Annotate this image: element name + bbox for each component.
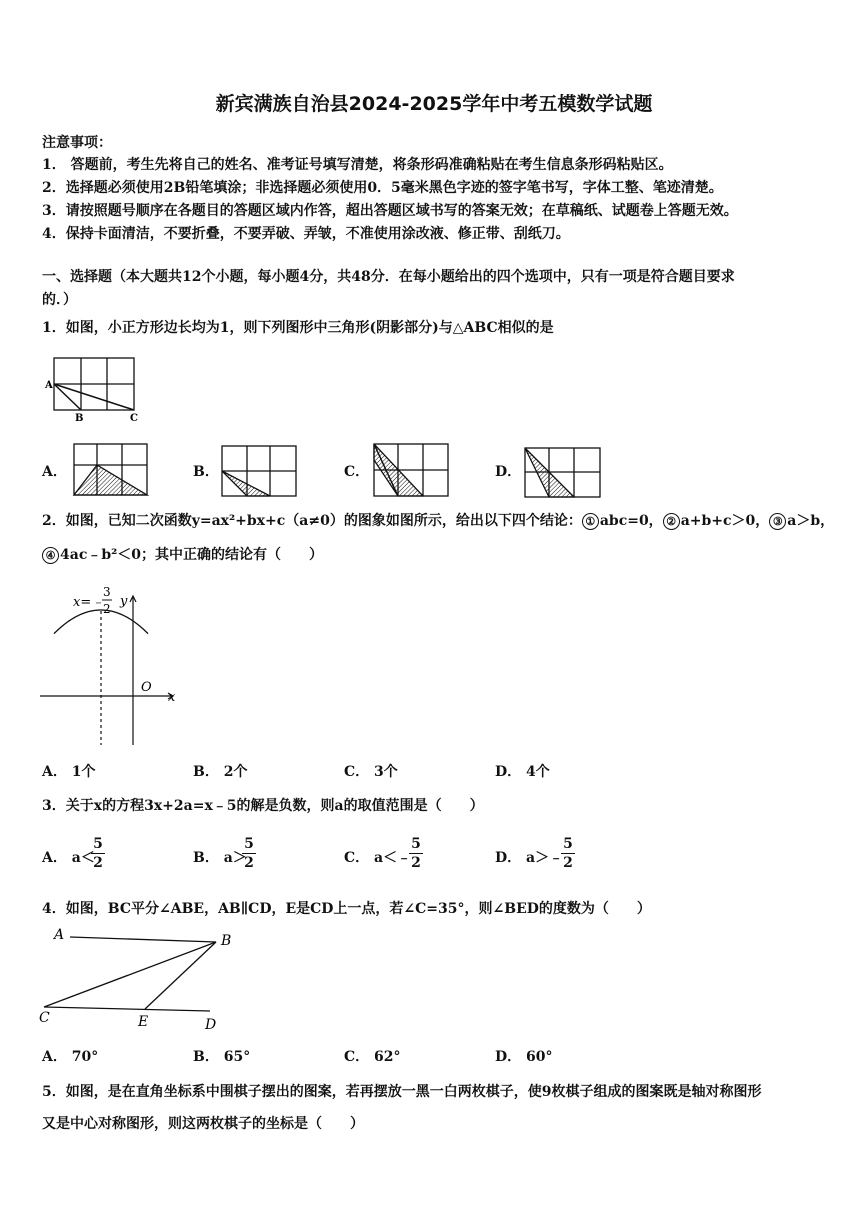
q3-option-a-label: A．	[42, 850, 67, 866]
q3-d-den: 2	[563, 855, 573, 871]
q3-a-den: 2	[93, 855, 103, 871]
q2-parabola-graph	[40, 583, 190, 748]
q2-y-label: y	[120, 594, 128, 609]
notice-item-2: 2．选择题必须使用2B铅笔填涂；非选择题必须使用0．5毫米黑色字迹的签字笔书写，字体工整、笔迹清楚。	[42, 180, 723, 196]
q2-option-c-text: 3个	[374, 764, 398, 780]
q1-option-c-label[interactable]: C．	[344, 464, 370, 480]
q4-option-a-text: 70°	[71, 1049, 99, 1065]
q2-line1	[42, 512, 834, 530]
q2-option-a[interactable]	[42, 763, 96, 781]
q3-option-c[interactable]	[344, 849, 411, 867]
q3-b-den: 2	[244, 855, 254, 871]
q1-option-d-figure[interactable]	[521, 444, 603, 500]
q3-option-b-label: B．	[193, 850, 219, 866]
q3-c-den: 2	[411, 855, 421, 871]
q3-option-b-text: a＞	[223, 850, 247, 866]
q4-option-b-text: 65°	[223, 1049, 251, 1065]
q4-option-c-text: 62°	[374, 1049, 401, 1065]
q2-axis-eq: x=﹣	[73, 595, 105, 610]
q3-d-num: 5	[563, 836, 573, 852]
q4-figure	[38, 925, 238, 1035]
q2-option-a-text: 1个	[71, 764, 96, 780]
q2-conclusion-4: 4ac﹣b²＜0；其中正确的结论有（ ）	[60, 547, 323, 563]
q1-option-b-label[interactable]: B．	[193, 464, 219, 480]
q5-line2: 又是中心对称图形，则这两枚棋子的坐标是（ ）	[42, 1116, 364, 1132]
q2-origin-label: O	[141, 680, 152, 695]
q2-conclusion-2: a+b+c＞0，	[680, 513, 770, 529]
q3-option-b-fraction	[242, 836, 256, 871]
q2-axis-num: 3	[103, 585, 111, 599]
q2-option-d[interactable]	[495, 763, 550, 781]
q4-option-c-label: C．	[344, 1049, 370, 1065]
q4-option-b-label: B．	[193, 1049, 219, 1065]
q1-option-d-label[interactable]: D．	[495, 464, 522, 480]
q2-circle-3: ③	[769, 513, 786, 530]
q4-option-a[interactable]	[42, 1048, 98, 1066]
q4-option-b[interactable]	[193, 1048, 250, 1066]
q4-label-d: D	[205, 1017, 217, 1033]
q4-label-e: E	[138, 1014, 149, 1030]
q3-option-d-fraction	[561, 836, 575, 871]
notice-item-3: 3．请按照题号顺序在各题目的答题区域内作答，超出答题区域书写的答案无效；在草稿纸、试题卷上答题无效。	[42, 203, 738, 219]
notice-item-4: 4．保持卡面清洁，不要折叠，不要弄破、弄皱，不准使用涂改液、修正带、刮纸刀。	[42, 226, 570, 242]
q2-conclusion-1: abc=0，	[599, 513, 663, 529]
q1-option-c-figure[interactable]	[370, 440, 452, 498]
q3-text: 3．关于x的方程3x+2a=x﹣5的解是负数，则a的取值范围是（ ）	[42, 798, 484, 814]
section-heading-line1: 一、选择题（本大题共12个小题，每小题4分，共48分．在每小题给出的四个选项中，只有一项是符合题目要求	[42, 269, 735, 285]
q3-option-c-label: C．	[344, 850, 370, 866]
notice-heading: 注意事项：	[42, 135, 112, 151]
q2-option-b-text: 2个	[223, 764, 248, 780]
q3-option-d-text: a＞﹣	[526, 850, 564, 866]
q3-option-a[interactable]	[42, 849, 95, 867]
q4-label-a: A	[54, 927, 65, 943]
q4-text: 4．如图，BC平分∠ABE，AB∥CD，E是CD上一点，若∠C=35°，则∠BED的度数为（ ）	[42, 901, 651, 917]
q2-circle-4: ④	[42, 547, 59, 564]
q4-option-d-text: 60°	[526, 1049, 553, 1065]
q4-option-d-label: D．	[495, 1049, 522, 1065]
q4-option-a-label: A．	[42, 1049, 67, 1065]
q3-c-num: 5	[411, 836, 421, 852]
q4-label-b: B	[221, 933, 232, 949]
q2-line2	[42, 546, 323, 564]
q1-figure-abc	[40, 355, 150, 425]
q5-line1: 5．如图，是在直角坐标系中围棋子摆出的图案，若再摆放一黑一白两枚棋子，使9枚棋子组成的图案既是轴对称图形	[42, 1084, 762, 1100]
q1-option-a-figure[interactable]	[70, 443, 150, 499]
q3-option-a-fraction	[91, 836, 105, 871]
q3-a-num: 5	[93, 836, 103, 852]
q1-option-a-label[interactable]: A．	[42, 464, 67, 480]
q3-b-num: 5	[244, 836, 254, 852]
page-title: 新宾满族自治县2024-2025学年中考五模数学试题	[215, 93, 653, 115]
q2-option-c-label: C．	[344, 764, 370, 780]
section-heading-line2: 的．）	[42, 292, 77, 308]
q3-option-a-text: a＜	[71, 850, 95, 866]
q2-option-a-label: A．	[42, 764, 67, 780]
q2-option-b[interactable]	[193, 763, 247, 781]
q2-option-b-label: B．	[193, 764, 219, 780]
q1-text: 1．如图，小正方形边长均为1，则下列图形中三角形(阴影部分)与△ABC相似的是	[42, 320, 554, 336]
q2-circle-1: ①	[582, 513, 599, 530]
q3-option-c-text: a＜﹣	[374, 850, 412, 866]
q2-axis-den: 2	[103, 602, 111, 616]
q1-label-c: C	[130, 413, 138, 424]
q4-label-c: C	[39, 1010, 50, 1026]
q4-option-d[interactable]	[495, 1048, 553, 1066]
q2-option-d-text: 4个	[526, 764, 550, 780]
q3-option-b[interactable]	[193, 849, 247, 867]
q3-option-d-label: D．	[495, 850, 522, 866]
q2-x-label: x	[168, 690, 176, 705]
q1-label-b: B	[75, 413, 84, 424]
q4-option-c[interactable]	[344, 1048, 401, 1066]
q3-option-d[interactable]	[495, 849, 563, 867]
q2-conclusion-3: a＞b，	[787, 513, 835, 529]
notice-item-1: 1． 答题前，考生先将自己的姓名、准考证号填写清楚，将条形码准确粘贴在考生信息条形码粘贴区。	[42, 157, 673, 173]
q2-option-d-label: D．	[495, 764, 522, 780]
q1-option-b-figure[interactable]	[218, 443, 300, 499]
q2-option-c[interactable]	[344, 763, 398, 781]
q1-label-a: A	[45, 380, 53, 391]
q2-circle-2: ②	[663, 513, 680, 530]
q2-line1-prefix: 2．如图，已知二次函数y=ax²+bx+c（a≠0）的图象如图所示，给出以下四个结论：	[42, 513, 582, 529]
q3-option-c-fraction	[409, 836, 423, 871]
